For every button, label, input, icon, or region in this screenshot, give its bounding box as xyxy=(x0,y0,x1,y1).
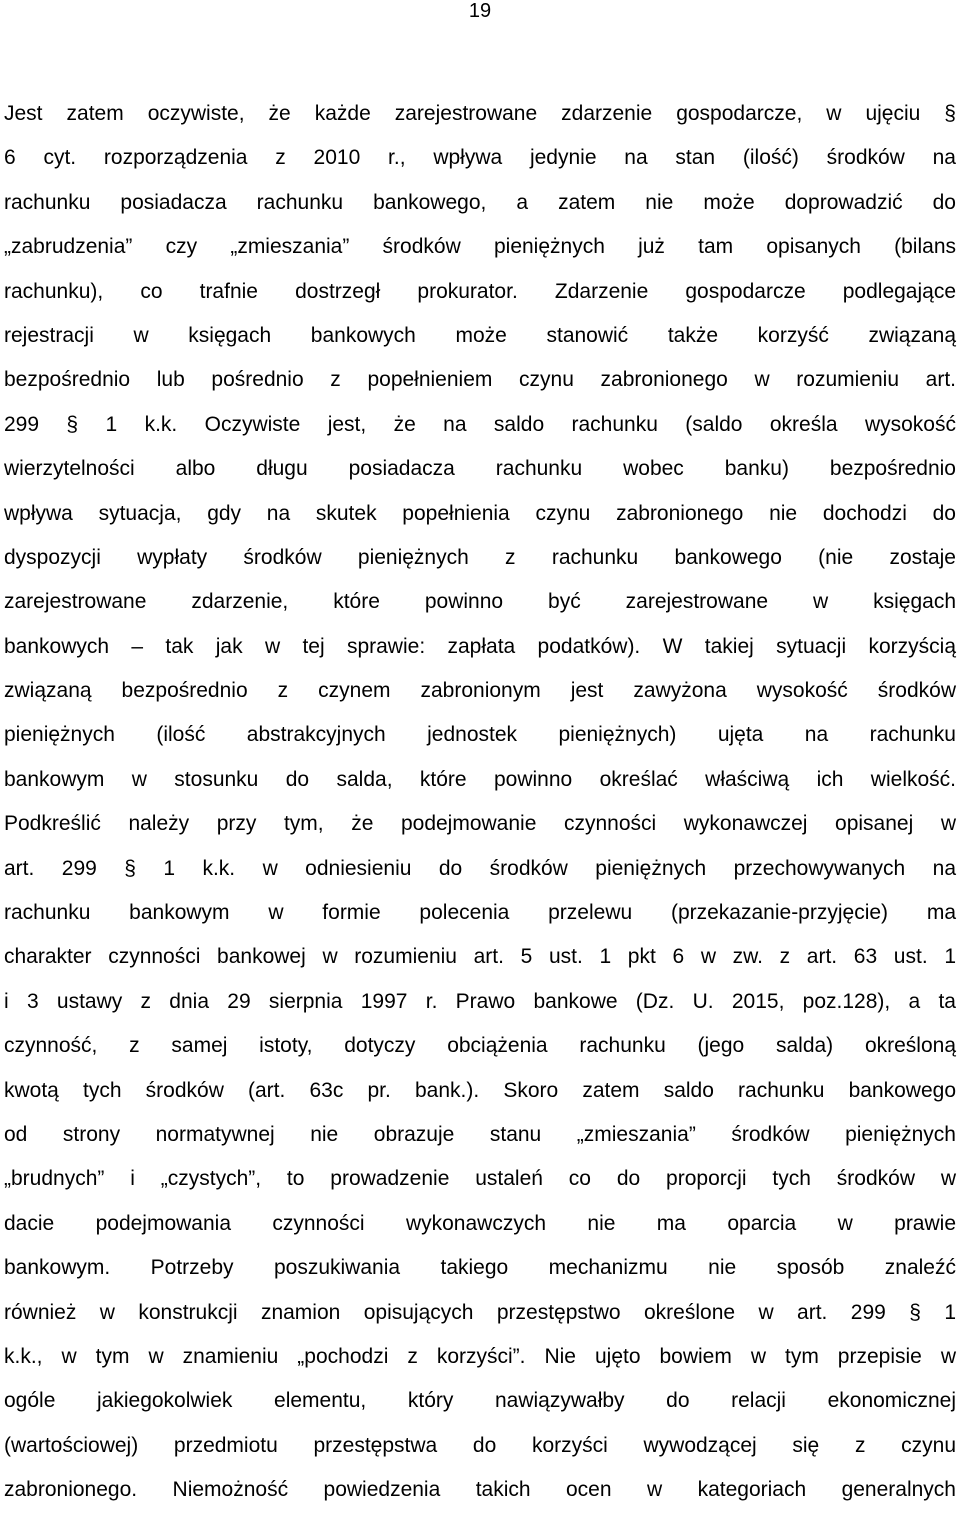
text-line: bankowych – tak jak w tej sprawie: zapłata podatków). W takiej sytuacji korzyścią xyxy=(4,634,956,658)
text-line: wierzytelności albo długu posiadacza rachunku wobec banku) bezpośrednio xyxy=(4,457,956,481)
text-line: (wartościowej) przedmiotu przestępstwa do korzyści wywodzącej się z czynu xyxy=(4,1433,956,1457)
text-line: „brudnych” i „czystych”, to prowadzenie ustaleń co do proporcji tych środków w xyxy=(4,1167,956,1191)
page-number: 19 xyxy=(468,0,492,22)
text-line: rejestracji w księgach bankowych może stanowić także korzyść związaną xyxy=(4,323,956,347)
text-line: 299 § 1 k.k. Oczywiste jest, że na saldo rachunku (saldo określa wysokość xyxy=(4,412,956,436)
text-line: Jest zatem oczywiste, że każde zarejestrowane zdarzenie gospodarcze, w ujęciu § xyxy=(4,102,956,125)
text-line: kwotą tych środków (art. 63c pr. bank.). Skoro zatem saldo rachunku bankowego xyxy=(4,1078,956,1102)
text-line: związaną bezpośrednio z czynem zabronionym jest zawyżona wysokość środków xyxy=(4,679,956,703)
text-line: dyspozycji wypłaty środków pieniężnych z rachunku bankowego (nie zostaje xyxy=(4,545,956,569)
text-line: zarejestrowane zdarzenie, które powinno być zarejestrowane w księgach xyxy=(4,590,956,614)
text-line: również w konstrukcji znamion opisujących przestępstwo określone w art. 299 § 1 xyxy=(4,1300,956,1324)
text-line: bankowym w stosunku do salda, które powinno określać właściwą ich wielkość. xyxy=(4,767,956,791)
text-line: pieniężnych (ilość abstrakcyjnych jednostek pieniężnych) ujęta na rachunku xyxy=(4,723,956,747)
text-line: art. 299 § 1 k.k. w odniesieniu do środków pieniężnych przechowywanych na xyxy=(4,856,956,880)
text-line: rachunku), co trafnie dostrzegł prokurator. Zdarzenie gospodarcze podlegające xyxy=(4,279,956,303)
text-line: czynność, z samej istoty, dotyczy obciążenia rachunku (jego salda) określoną xyxy=(4,1034,956,1058)
text-line: ogóle jakiegokolwiek elementu, który nawiązywałby do relacji ekonomicznej xyxy=(4,1389,956,1413)
text-line: dacie podejmowania czynności wykonawczych nie ma oparcia w prawie xyxy=(4,1211,956,1235)
text-line: wpływa sytuacja, gdy na skutek popełnienia czynu zabronionego nie dochodzi do xyxy=(4,501,956,525)
text-line: charakter czynności bankowej w rozumieniu art. 5 ust. 1 pkt 6 w zw. z art. 63 ust. 1 xyxy=(4,945,956,969)
text-line: zabronionego. Niemożność powiedzenia takich ocen w kategoriach generalnych xyxy=(4,1478,956,1502)
text-line: i 3 ustawy z dnia 29 sierpnia 1997 r. Prawo bankowe (Dz. U. 2015, poz.128), a ta xyxy=(4,989,956,1013)
text-line: rachunku posiadacza rachunku bankowego, a zatem nie może doprowadzić do xyxy=(4,190,956,214)
text-line: od strony normatywnej nie obrazuje stanu „zmieszania” środków pieniężnych xyxy=(4,1122,956,1146)
text-line: 6 cyt. rozporządzenia z 2010 r., wpływa jedynie na stan (ilość) środków na xyxy=(4,146,956,170)
text-line: k.k., w tym w znamieniu „pochodzi z korzyści”. Nie ujęto bowiem w tym przepisie w xyxy=(4,1344,956,1368)
text-line: Podkreślić należy przy tym, że podejmowanie czynności wykonawczej opisanej w xyxy=(4,812,956,836)
text-line: bankowym. Potrzeby poszukiwania takiego mechanizmu nie sposób znaleźć xyxy=(4,1256,956,1280)
text-line: rachunku bankowym w formie polecenia przelewu (przekazanie-przyjęcie) ma xyxy=(4,901,956,925)
text-line: bezpośrednio lub pośrednio z popełnieniem czynu zabronionego w rozumieniu art. xyxy=(4,368,956,392)
text-line: „zabrudzenia” czy „zmieszania” środków pieniężnych już tam opisanych (bilans xyxy=(4,235,956,259)
body-text xyxy=(4,92,956,1513)
